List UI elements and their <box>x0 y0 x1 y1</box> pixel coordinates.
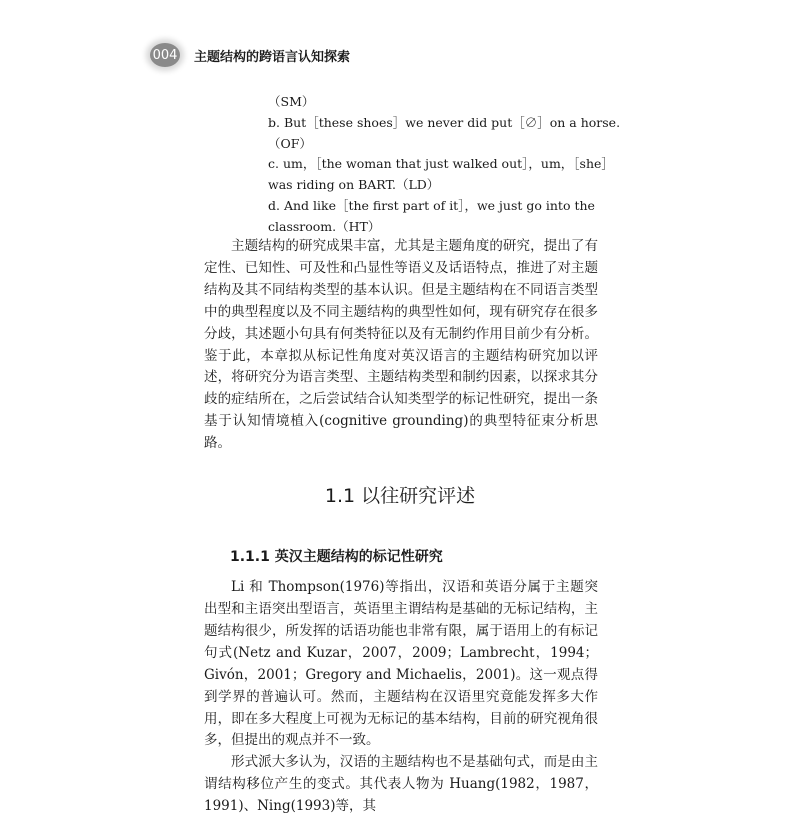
section-heading: 1.1 以往研究评述 <box>324 485 476 508</box>
example-line: （SM） <box>268 94 315 109</box>
body-text <box>204 236 598 818</box>
example-line: （OF） <box>268 135 312 151</box>
subsection-heading: 1.1.1 英汉主题结构的标记性研究 <box>230 549 443 566</box>
example-block <box>268 92 621 238</box>
paragraph: 主题结构的研究成果丰富，尤其是主题角度的研究，提出了有定性、已知性、可及性和凸显性等语义及话语特点，推进了对主题结构及其不同结构类型的基本认识。但是主题结构在不同语言类型中的典型程度以及不同主题结构的典型性如何，现有研究存在很多分歧，其述题小句具有何类特征以及有无制约作用目前少有分析。鉴于此，本章拟从标记性角度对英汉语言的主题结构研究加以评述，将研究分为语言类型、主题结构类型和制约因素，以探求其分歧的症结所在，之后尝试结合认知类型学的标记性研究，提出一条基于认知情境植入(cognitive grounding)的典型特征束分析思路。 <box>204 238 598 452</box>
example-line: classroom.（HT） <box>268 218 381 234</box>
paragraph: Li 和 Thompson(1976)等指出，汉语和英语分属于主题突出型和主语突出型语言，英语里主谓结构是基础的无标记结构，主题结构很少，所发挥的话语功能也非常有限，属于语用上的有标记句式(Netz and Kuzar，2007，2009；Lambrecht，1994；Givón，2001；Gregory and Michaelis，2001)。这一观点得到学界的普遍认可。然而，主题结构在汉语里究竟能发挥多大作用，即在多大程度上可视为无标记的基本结构，目前的研究视角很多，但提出的观点并不一致。 <box>204 579 598 749</box>
book-title: 主题结构的跨语言认知探索 <box>194 49 351 65</box>
example-line: c. um，［the woman that just walked out］，um，［she］ <box>268 156 614 172</box>
page-number: 004 <box>150 43 180 67</box>
example-line: d. And like［the first part of it］，we just go into the <box>268 197 595 213</box>
running-header <box>150 43 350 67</box>
example-line: was riding on BART.（LD） <box>268 177 440 193</box>
paragraph: 形式派大多认为，汉语的主题结构也不是基础句式，而是由主谓结构移位产生的变式。其代表人物为 Huang(1982，1987，1991)、Ning(1993)等，其 <box>204 754 598 815</box>
example-line: b. But［these shoes］we never did put［∅］on a horse. <box>268 114 621 130</box>
